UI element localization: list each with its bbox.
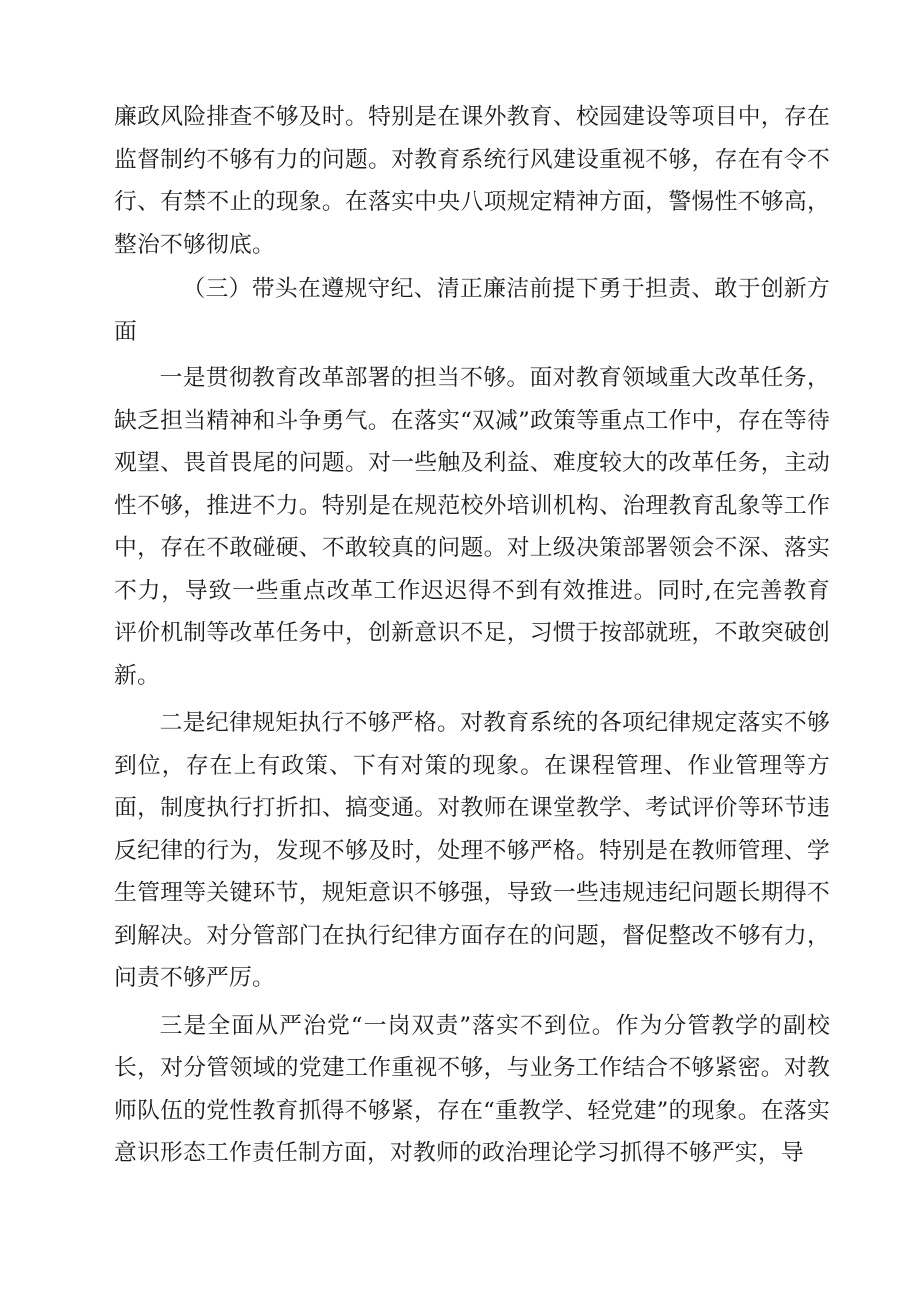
paragraph-point-one: 一是贯彻教育改革部署的担当不够。面对教育领域重大改革任务，缺乏担当精神和斗争勇气。在落实“双减”政策等重点工作中，存在等待观望、畏首畏尾的问题。对一些触及利益、难度较大的改革任务，主动性不够，推进不力。特别是在规范校外培训机构、治理教育乱象等工作中，存在不敢碰硬、不敢较真的问题。对上级决策部署领会不深、落实不力，导致一些重点改革工作迟迟得不到有效推进。同时,在完善教育评价机制等改革任务中，创新意识不足，习惯于按部就班，不敢突破创新。 [114, 365, 830, 689]
paragraph-point-two: 二是纪律规矩执行不够严格。对教育系统的各项纪律规定落实不够到位，存在上有政策、下有对策的现象。在课程管理、作业管理等方面，制度执行打折扣、搞变通。对教师在课堂教学、考试评价等环节违反纪律的行为，发现不够及时，处理不够严格。特别是在教师管理、学生管理等关键环节，规矩意识不够强，导致一些违规违纪问题长期得不到解决。对分管部门在执行纪律方面存在的问题，督促整改不够有力，问责不够严厉。 [114, 710, 830, 991]
paragraph-continuation: 廉政风险排查不够及时。特别是在课外教育、校园建设等项目中，存在监督制约不够有力的问题。对教育系统行风建设重视不够，存在有令不行、有禁不止的现象。在落实中央八项规定精神方面，警惕性不够高，整治不够彻底。 [114, 104, 830, 258]
section-heading-three: （三）带头在遵规守纪、清正廉洁前提下勇于担责、敢于创新方面 [114, 276, 830, 345]
document-page [114, 96, 830, 1175]
paragraph-point-three: 三是全面从严治党“一岗双责”落实不到位。作为分管教学的副校长，对分管领域的党建工作重视不够，与业务工作结合不够紧密。对教师队伍的党性教育抓得不够紧，存在“重教学、轻党建”的现象。在落实意识形态工作责任制方面，对教师的政治理论学习抓得不够严实，导 [114, 1012, 830, 1166]
